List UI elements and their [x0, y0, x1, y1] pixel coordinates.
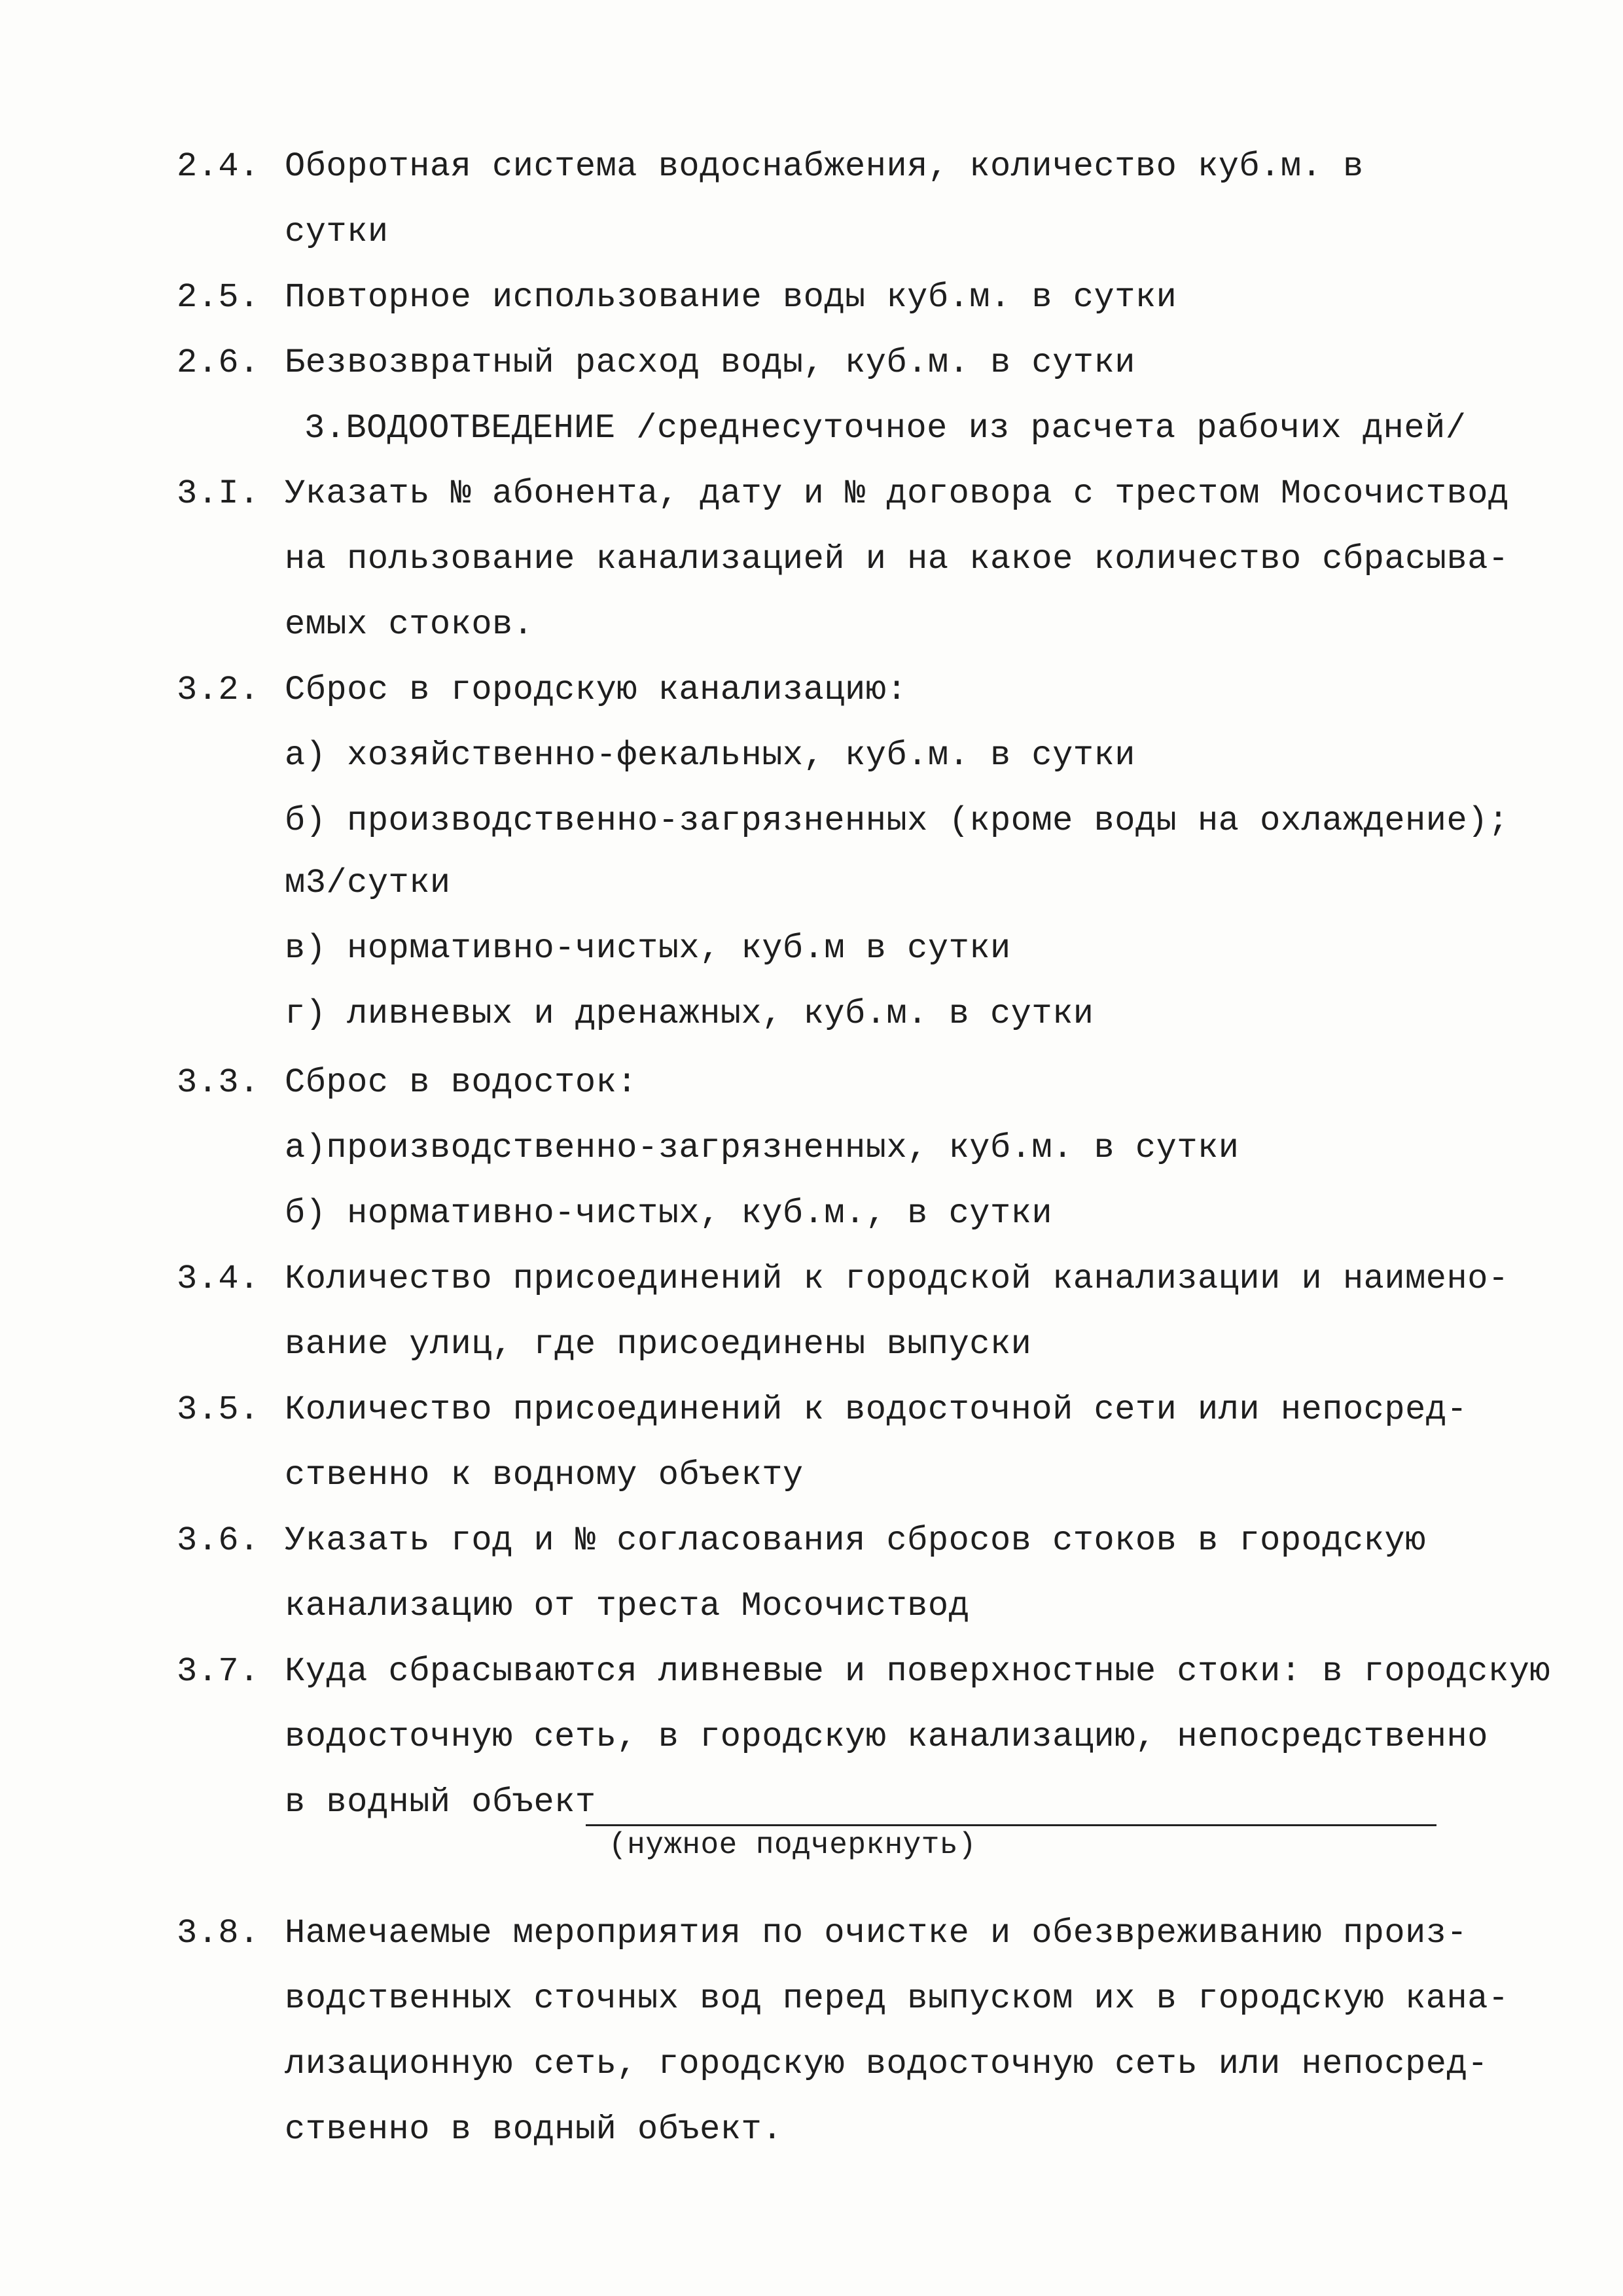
item-text: лизационную сеть, городскую водосточную сеть или непосред-	[285, 2045, 1488, 2083]
item-text: Намечаемые мероприятия по очистке и обезвреживанию произ-	[285, 1914, 1468, 1952]
item-2-6	[0, 344, 1623, 383]
subitem-a	[0, 1129, 1623, 1168]
item-2-4-cont	[0, 213, 1623, 252]
item-text: Указать № абонента, дату и № договора с трестом Мосочиствод	[285, 474, 1509, 513]
subitem-b	[0, 1194, 1623, 1233]
item-3-2	[0, 671, 1623, 710]
item-text: г) ливневых и дренажных, куб.м. в сутки	[285, 995, 1094, 1033]
item-3-1	[0, 474, 1623, 514]
underline-caption-row	[0, 1826, 1623, 1865]
item-number: 2.4.	[177, 147, 260, 186]
item-number: 3.6.	[177, 1521, 260, 1560]
item-text: б) нормативно-чистых, куб.м., в сутки	[285, 1194, 1053, 1233]
item-text: сутки	[285, 213, 389, 251]
item-3-8-cont	[0, 2045, 1623, 2084]
item-number: 3.2.	[177, 671, 260, 709]
item-number: 3.8.	[177, 1914, 260, 1952]
section-heading-3	[0, 409, 1623, 448]
item-text: Оборотная система водоснабжения, количество куб.м. в	[285, 147, 1364, 186]
item-text: водственных сточных вод перед выпуском их в городскую кана-	[285, 1979, 1509, 2018]
item-text: Количество присоединений к городской канализации и наимено-	[285, 1260, 1509, 1298]
item-text: в) нормативно-чистых, куб.м в сутки	[285, 929, 1011, 968]
item-text: Сброс в городскую канализацию:	[285, 671, 908, 709]
item-3-5-cont	[0, 1456, 1623, 1495]
item-3-1-cont	[0, 605, 1623, 645]
section-title: 3.ВОДООТВЕДЕНИЕ /среднесуточное из расчета рабочих дней/	[304, 409, 1467, 448]
item-number: 3.I.	[177, 474, 260, 513]
item-text: в водный объект	[285, 1783, 596, 1822]
item-text: б) производственно-загрязненных (кроме воды на охлаждение);	[285, 802, 1509, 840]
item-3-7	[0, 1652, 1623, 1691]
item-2-5	[0, 278, 1623, 317]
item-number: 3.7.	[177, 1652, 260, 1691]
underline-caption: (нужное подчеркнуть)	[609, 1828, 977, 1862]
item-text: канализацию от треста Мосочиствод	[285, 1587, 970, 1625]
subitem-b-cont	[0, 864, 1623, 903]
item-text: Безвозвратный расход воды, куб.м. в сутки	[285, 344, 1135, 382]
item-text: Сброс в водосток:	[285, 1063, 637, 1102]
item-text: а) хозяйственно-фекальных, куб.м. в сутки	[285, 736, 1135, 775]
item-3-5	[0, 1390, 1623, 1430]
item-3-6	[0, 1521, 1623, 1561]
item-number: 3.3.	[177, 1063, 260, 1102]
item-text: емых стоков.	[285, 605, 534, 644]
item-text: на пользование канализацией и на какое количество сбрасыва-	[285, 540, 1509, 578]
subitem-v	[0, 929, 1623, 968]
item-text: Куда сбрасываются ливневые и поверхностные стоки: в городскую	[285, 1652, 1551, 1691]
item-3-7-cont	[0, 1718, 1623, 1757]
item-3-4-cont	[0, 1325, 1623, 1364]
subitem-g	[0, 995, 1623, 1034]
item-text: а)производственно-загрязненных, куб.м. в сутки	[285, 1129, 1240, 1167]
item-text: м3/сутки	[285, 864, 451, 902]
item-text: водосточную сеть, в городскую канализацию, непосредственно	[285, 1718, 1488, 1756]
item-number: 3.4.	[177, 1260, 260, 1298]
item-3-6-cont	[0, 1587, 1623, 1626]
item-text: Указать год и № согласования сбросов стоков в городскую	[285, 1521, 1426, 1560]
subitem-a	[0, 736, 1623, 775]
item-3-7-cont	[0, 1783, 1623, 1822]
item-3-8-cont	[0, 1979, 1623, 2019]
item-2-4	[0, 147, 1623, 186]
item-3-4	[0, 1260, 1623, 1299]
item-number: 2.5.	[177, 278, 260, 317]
item-text: ственно в водный объект.	[285, 2110, 783, 2149]
item-3-8-cont	[0, 2110, 1623, 2149]
item-text: Повторное использование воды куб.м. в сутки	[285, 278, 1177, 317]
item-number: 2.6.	[177, 344, 260, 382]
item-3-3	[0, 1063, 1623, 1103]
item-number: 3.5.	[177, 1390, 260, 1429]
item-text: Количество присоединений к водосточной сети или непосред-	[285, 1390, 1468, 1429]
subitem-b	[0, 802, 1623, 841]
item-text: вание улиц, где присоединены выпуски	[285, 1325, 1032, 1364]
item-3-8	[0, 1914, 1623, 1953]
item-3-1-cont	[0, 540, 1623, 579]
item-text: ственно к водному объекту	[285, 1456, 804, 1494]
